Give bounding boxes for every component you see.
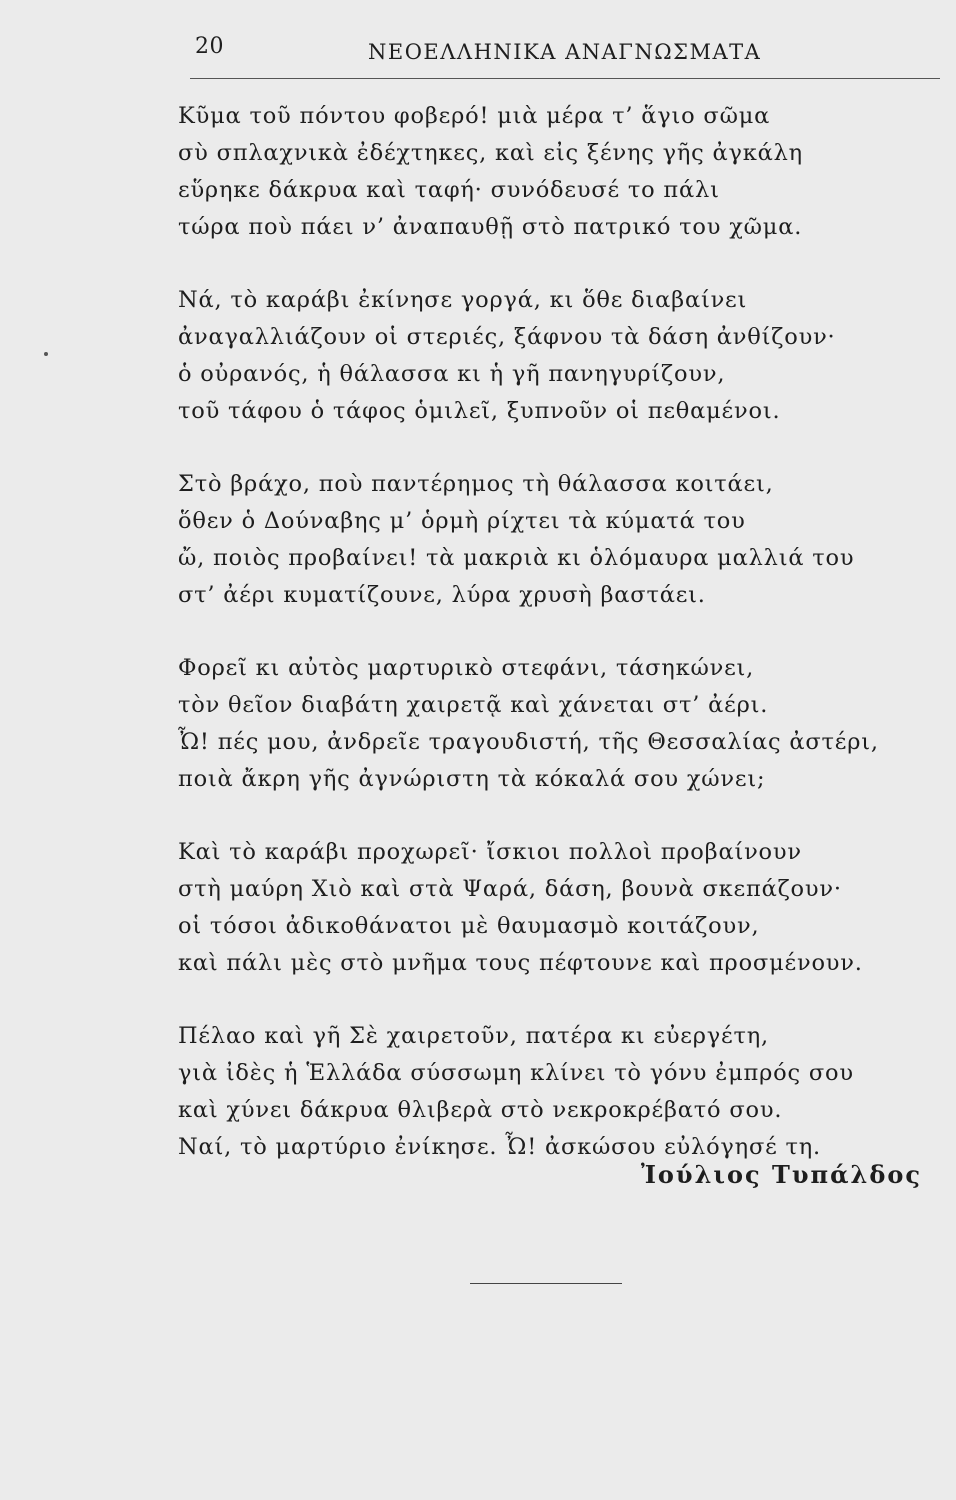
poem-line: Ὦ! πές μου, ἀνδρεῖε τραγουδιστή, τῆς Θεσσαλίας ἀστέρι, [178,729,879,755]
page-number: 20 [195,34,224,59]
poem-line: Στὸ βράχο, ποὺ παντέρημος τὴ θάλασσα κοιτάει, [178,471,774,497]
author-signature: Ἰούλιος Τυπάλδος [640,1160,922,1189]
poem-line: ὤ, ποιὸς προβαίνει! τὰ μακριὰ κι ὁλόμαυρα μαλλιά του [178,545,855,571]
poem-line: Φορεῖ κι αὐτὸς μαρτυρικὸ στεφάνι, τάσηκώνει, [178,655,755,681]
poem-line: τώρα ποὺ πάει ν’ ἀναπαυθῇ στὸ πατρικό του χῶμα. [178,214,803,240]
poem-line: ὁ οὐρανός, ἡ θάλασσα κι ἡ γῆ πανηγυρίζουν, [178,361,726,387]
poem-line: τοῦ τάφου ὁ τάφος ὁμιλεῖ, ξυπνοῦν οἱ πεθαμένοι. [178,398,781,424]
poem-line: Πέλαο καὶ γῆ Σὲ χαιρετοῦν, πατέρα κι εὐεργέτη, [178,1023,769,1049]
stanza-2 [178,282,898,430]
poem-line: καὶ πάλι μὲς στὸ μνῆμα τους πέφτουνε καὶ προσμένουν. [178,950,863,976]
poem-line: ἀναγαλλιάζουν οἱ στεριές, ξάφνου τὰ δάση ἀνθίζουν· [178,324,836,350]
end-rule [470,1283,622,1284]
margin-speck [44,352,48,356]
poem [178,98,898,1202]
stanza-6 [178,1018,898,1166]
poem-line: ὅθεν ὁ Δούναβης μ’ ὁρμὴ ρίχτει τὰ κύματά του [178,508,746,534]
stanza-4 [178,650,898,798]
poem-line: Νά, τὸ καράβι ἐκίνησε γοργά, κι ὅθε διαβαίνει [178,287,748,313]
poem-line: εὕρηκε δάκρυα καὶ ταφή· συνόδευσέ το πάλι [178,177,720,203]
poem-line: σὺ σπλαχνικὰ ἐδέχτηκες, καὶ εἰς ξένης γῆς ἀγκάλη [178,140,803,166]
poem-line: Ναί, τὸ μαρτύριο ἐνίκησε. Ὦ! ἀσκώσου εὐλόγησέ τη. [178,1134,822,1160]
poem-line: ποιὰ ἄκρη γῆς ἀγνώριστη τὰ κόκαλά σου χώνει; [178,766,766,792]
poem-line: Καὶ τὸ καράβι προχωρεῖ· ἴσκιοι πολλοὶ προβαίνουν [178,839,802,865]
poem-line: καὶ χύνει δάκρυα θλιβερὰ στὸ νεκροκρέβατό σου. [178,1097,783,1123]
stanza-3 [178,466,898,614]
stanza-5 [178,834,898,982]
poem-line: στὴ μαύρη Χιὸ καὶ στὰ Ψαρά, δάση, βουνὰ σκεπάζουν· [178,876,842,902]
poem-line: οἱ τόσοι ἀδικοθάνατοι μὲ θαυμασμὸ κοιτάζουν, [178,913,760,939]
running-title: ΝΕΟΕΛΛΗΝΙΚΑ ΑΝΑΓΝΩΣΜΑΤΑ [368,40,762,64]
header-rule [190,78,940,79]
poem-line: γιὰ ἰδὲς ἡ Ἑλλάδα σύσσωμη κλίνει τὸ γόνυ ἐμπρός σου [178,1060,854,1086]
poem-line: τὸν θεῖον διαβάτη χαιρετᾷ καὶ χάνεται στ’ ἀέρι. [178,692,769,718]
stanza-1 [178,98,898,246]
poem-line: Κῦμα τοῦ πόντου φοβερό! μιὰ μέρα τ’ ἅγιο σῶμα [178,103,771,129]
poem-line: στ’ ἀέρι κυματίζουνε, λύρα χρυσὴ βαστάει. [178,582,706,608]
